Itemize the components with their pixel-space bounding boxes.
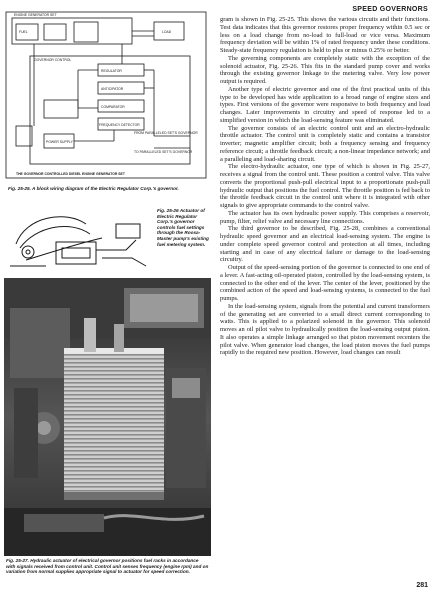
left-column [4,6,211,590]
running-head: SPEED GOVERNORS [352,6,428,13]
diagram-label-regulator: REGULATOR [101,69,122,73]
figure-25-26-caption: Fig. 25-26 Actuator of Electric Regulator Corp.'s governor controls fuel settings through the Roosa-Master pump's existing fuel metering system. [157,208,209,247]
actuator-drawing [6,204,156,276]
diagram-label-frequency-detector: FREQUENCY DETECTOR [99,123,140,127]
diagram-label-load: LOAD [162,30,172,34]
figure-25-26 [4,204,211,276]
paragraph: Output of the speed-sensing portion of the governor is connected to one end of a lever. A fast-acting oil-operated piston, controlled by the load-sensing system, is connected to the other end of the lever. The center of the lever, positioned by the combined action of the speed and load-sensing systems, is connected to the fuel pumps. [220,264,430,302]
block-wiring-diagram [4,8,209,183]
diagram-label-to-paralleled: TO PARALLELED SET'S GOVERNOR [134,150,193,154]
diagram-label-fuel: FUEL [19,30,28,34]
page-number: 281 [416,582,428,589]
diagram-label-power-supply: POWER SUPPLY [46,140,73,144]
diagram-title-bar: THE GOVERNOR CONTROLLED DIESEL ENGINE GENERATOR SET [16,172,125,176]
paragraph: The third governor to be described, Fig. 25-28, combines a conventional hydraulic speed governor and an electrical load-sensing system. The engine is under complete speed governor control and protection at all times, including starting and in case of any electrical failure or damage to the load-sensing circuitry. [220,225,430,264]
paragraph: Another type of electric governor and one of the first practical units of this type to be developed has wide application to a broad range of engine sizes and types. First versions of the governor were responsive to both frequency and load changes. Later improvements in circuitry and speed of response led to a simplified version in which the load-sensing feature was eliminated. [220,85,430,124]
diagram-label-anticipator: ANTICIPATOR [101,87,124,91]
figure-25-27 [4,278,211,590]
hydraulic-actuator-photo [4,278,211,556]
figure-25-27-caption: Fig. 25-27. Hydraulic actuator of electrical governor positions fuel racks in accordance with signals received from control unit. Control unit senses frequency (engine rpm) and on variation from normal supplies appropriate signal to actuator for speed correction. [6,558,209,575]
paragraph: In the load-sensing system, signals from the potential and current transformers of the generating set are converted to a small direct current corresponding to watts. This is applied to a polarized solenoid in the governor. This solenoid moves an oil pilot valve to hydraulically position the load-sensing output piston. It also operates a simple linkage arranged so that piston movement recenters the pilot valve. When generator load changes, the load piston moves the fuel pumps rapidly to the required new position. However, load changes can result [220,302,430,357]
diagram-label-engine-generator: ENGINE GENERATOR SET [14,13,57,17]
paragraph: The electro-hydraulic actuator, one type of which is shown in Fig. 25-27, receives a signal from the control unit. These position a control valve. This valve converts the proportional push-pull electrical input to a proportionate push-pull hydraulic output that positions the fuel control. The throttle position is fed back to the throttle feedback circuit in the control unit where it is integrated with other signals to give appropriate commands to the control valve. [220,163,430,209]
diagram-label-from-paralleled: FROM PARALLELED SET'S GOVERNOR [134,131,198,135]
main-text-column [220,16,430,576]
paragraph: The governor consists of an electric control unit and an electro-hydraulic throttle actuator. The control unit is completely static and contains a transistor inverter; magnetic amplifier circuit; both a frequency sensing and frequency reference circuit; a throttle feedback circuit; a non-linear impedance network; and a paralleling and load-sharing circuit. [220,124,430,163]
diagram-label-governor-control: GOVERNOR CONTROL [34,58,72,62]
paragraph: gram is shown in Fig. 25-25. This shows the various circuits and their functions. Test data indicates that this governor restores proper frequency within 0.5 sec or less on a load change from no-load to full-load or vice versa. Maximum frequency deviation will be within 1% of rated frequency under these conditions. Steady-state frequency regulation is held to plus or minus 0.25% or better. [220,16,430,54]
figure-25-25-caption: Fig. 25-25. A block wiring diagram of the Electric Regulator Corp.'s governor. [8,186,179,191]
figure-25-25 [4,8,209,200]
paragraph: The governing components are completely static with the exception of the solenoid actuator, Fig. 25-26. This fits in the standard pump cover and works through the existing governor linkage to the metering valve. Very low power output is required. [220,54,430,85]
diagram-label-comparator: COMPARATOR [101,105,125,109]
paragraph: The actuator has its own hydraulic power supply. This comprises a reservoir, pump, filter, relief valve and necessary line connections. [220,209,430,225]
